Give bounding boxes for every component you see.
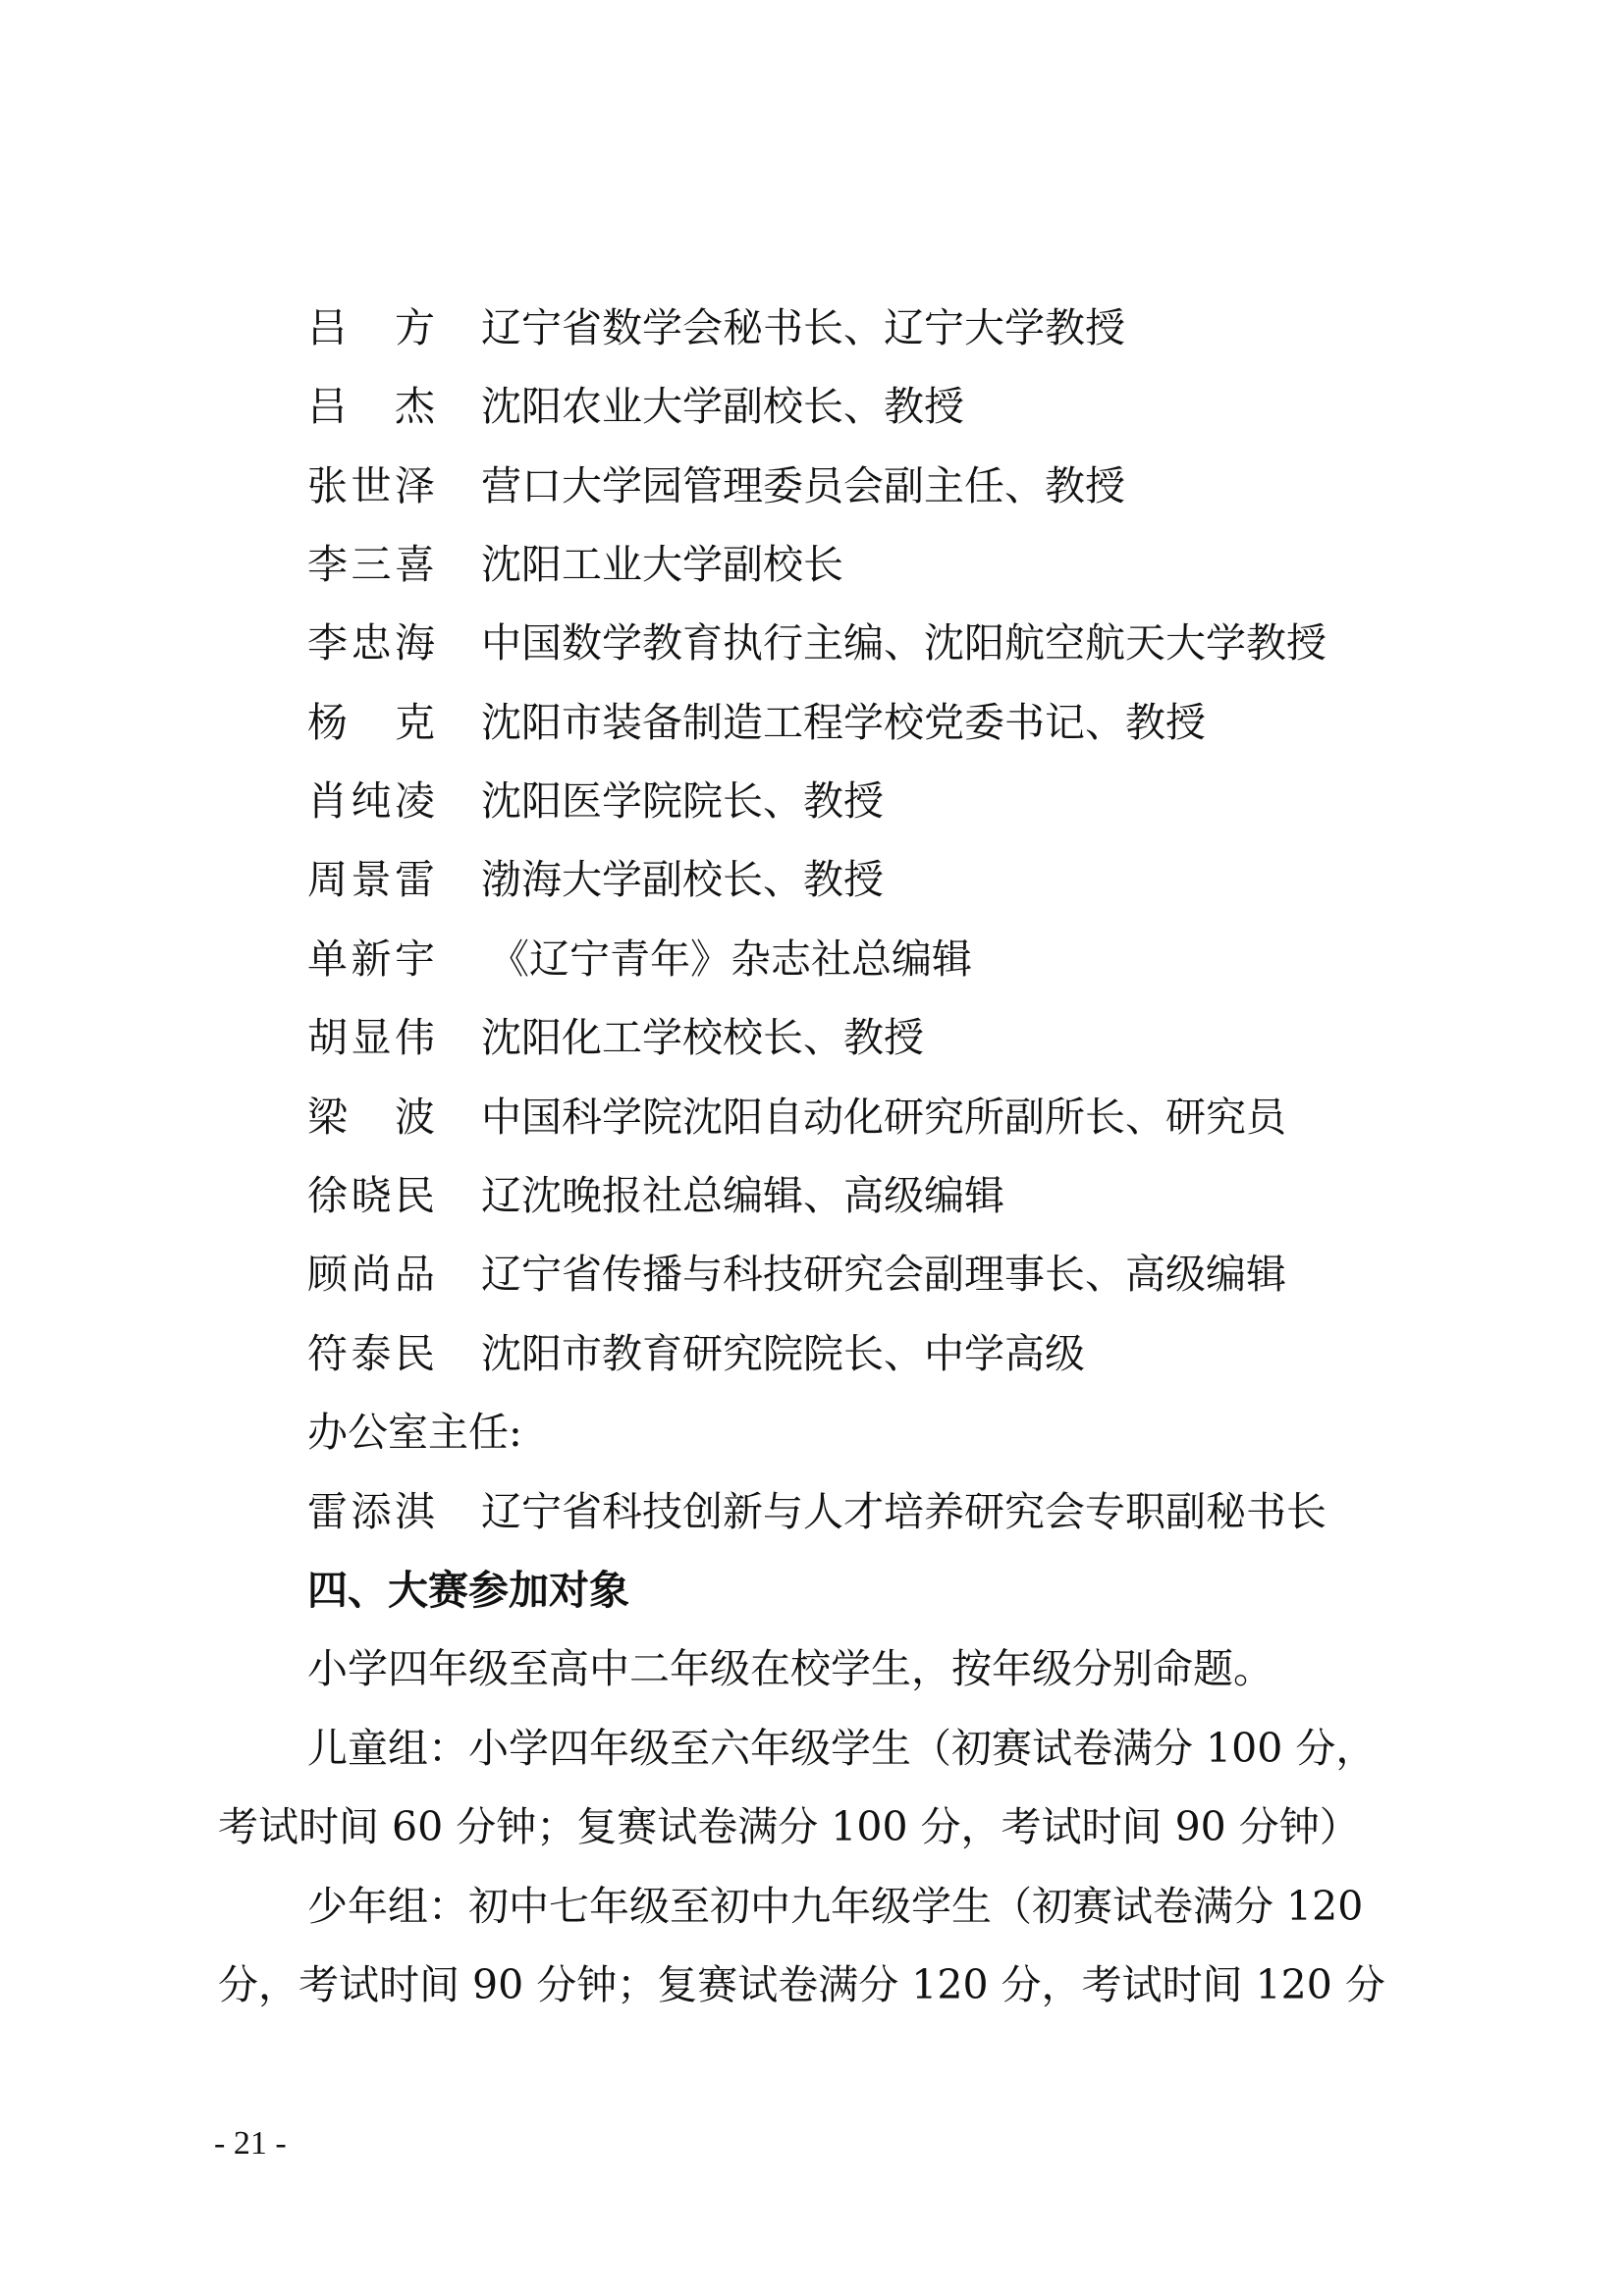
member-title: 沈阳化工学校校长、教授 xyxy=(481,1014,924,1061)
office-director-title: 辽宁省科技创新与人才培养研究会专职副秘书长 xyxy=(481,1488,1326,1535)
paragraph-intro: 小学四年级至高中二年级在校学生，按年级分别命题。 xyxy=(307,1645,1273,1692)
member-title: 《辽宁青年》杂志社总编辑 xyxy=(489,935,972,983)
office-director-name: 雷添淇 xyxy=(307,1488,435,1535)
member-name: 张世泽 xyxy=(307,462,435,509)
member-title: 辽宁省数学会秘书长、辽宁大学教授 xyxy=(481,304,1125,351)
paragraph-junior-line-2: 分，考试时间 90 分钟；复赛试卷满分 120 分，考试时间 120 分 xyxy=(218,1961,1385,2008)
member-name: 周景雷 xyxy=(307,856,435,903)
section-heading: 四、大赛参加对象 xyxy=(307,1567,629,1614)
member-title: 中国科学院沈阳自动化研究所副所长、研究员 xyxy=(481,1094,1286,1141)
paragraph-children-line-2: 考试时间 60 分钟；复赛试卷满分 100 分，考试时间 90 分钟） xyxy=(218,1803,1360,1850)
member-title: 沈阳市装备制造工程学校党委书记、教授 xyxy=(481,699,1206,746)
member-title: 沈阳市教育研究院院长、中学高级 xyxy=(481,1330,1085,1377)
member-title: 沈阳医学院院长、教授 xyxy=(481,777,884,825)
member-name: 符泰民 xyxy=(307,1330,435,1377)
member-title: 辽沈晚报社总编辑、高级编辑 xyxy=(481,1172,1004,1219)
paragraph-junior-line-1: 少年组：初中七年级至初中九年级学生（初赛试卷满分 120 xyxy=(307,1883,1364,1930)
member-name: 顾尚品 xyxy=(307,1251,435,1298)
member-name: 杨克 xyxy=(307,699,435,746)
member-title: 沈阳工业大学副校长 xyxy=(481,541,843,588)
member-name: 梁波 xyxy=(307,1094,435,1141)
member-title: 营口大学园管理委员会副主任、教授 xyxy=(481,462,1125,509)
member-title: 渤海大学副校长、教授 xyxy=(481,856,884,903)
office-label: 办公室主任: xyxy=(307,1409,522,1456)
member-name: 单新宇 xyxy=(307,935,435,983)
member-title: 辽宁省传播与科技研究会副理事长、高级编辑 xyxy=(481,1251,1286,1298)
member-name: 吕杰 xyxy=(307,383,435,430)
member-name: 徐晓民 xyxy=(307,1172,435,1219)
paragraph-children-line-1: 儿童组：小学四年级至六年级学生（初赛试卷满分 100 分， xyxy=(307,1725,1377,1772)
member-title: 中国数学教育执行主编、沈阳航空航天大学教授 xyxy=(481,619,1326,667)
page-number: - 21 - xyxy=(214,2125,287,2162)
member-title: 沈阳农业大学副校长、教授 xyxy=(481,383,964,430)
member-name: 李忠海 xyxy=(307,619,435,667)
member-name: 李三喜 xyxy=(307,541,435,588)
member-name: 胡显伟 xyxy=(307,1014,435,1061)
member-name: 吕方 xyxy=(307,304,435,351)
member-name: 肖纯凌 xyxy=(307,777,435,825)
